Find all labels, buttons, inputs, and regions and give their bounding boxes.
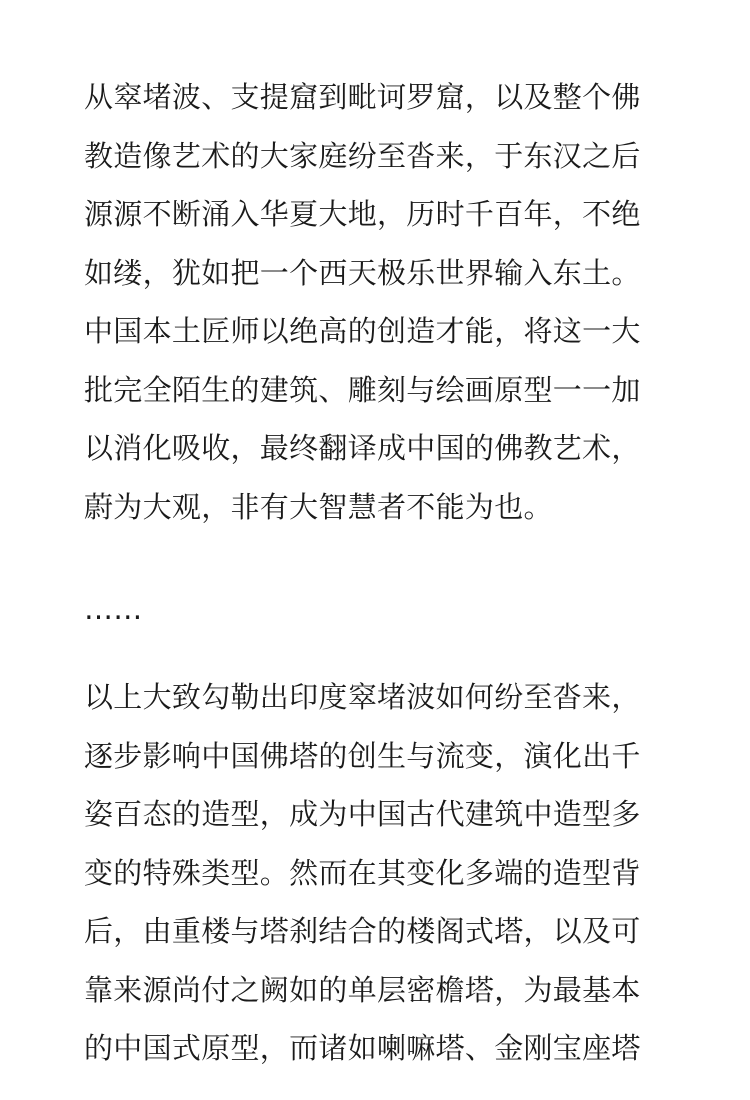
text-line: 源源不断涌入华夏大地，历时千百年，不绝 — [84, 197, 641, 231]
ellipsis-text: …… — [84, 592, 143, 626]
text-line: 如缕，犹如把一个西天极乐世界输入东土。 — [84, 255, 641, 290]
text-line: 姿百态的造型，成为中国古代建筑中造型多 — [84, 797, 641, 831]
paragraph-1 — [84, 68, 684, 536]
text-line: 变的特殊类型。然而在其变化多端的造型背 — [84, 855, 641, 890]
text-line: 中国本土匠师以绝高的创造才能，将这一大 — [84, 314, 641, 348]
text-line: 蔚为大观，非有大智慧者不能为也。 — [84, 489, 553, 524]
text-line: 以上大致勾勒出印度窣堵波如何纷至沓来， — [84, 680, 641, 714]
text-line: 逐步影响中国佛塔的创生与流变，演化出千 — [84, 738, 641, 773]
paragraph-2 — [84, 668, 684, 1078]
text-line: 以消化吸收，最终翻译成中国的佛教艺术， — [84, 431, 641, 465]
text-line: 后，由重楼与塔刹结合的楼阁式塔，以及可 — [84, 914, 641, 948]
ellipsis-separator — [84, 580, 684, 639]
text-line: 靠来源尚付之阙如的单层密檐塔，为最基本 — [84, 972, 641, 1007]
text-line: 教造像艺术的大家庭纷至沓来，于东汉之后 — [84, 138, 641, 173]
text-line: 的中国式原型，而诸如喇嘛塔、金刚宝座塔 — [84, 1031, 641, 1065]
text-line: 从窣堵波、支提窟到毗诃罗窟，以及整个佛 — [84, 80, 641, 114]
text-line: 批完全陌生的建筑、雕刻与绘画原型一一加 — [84, 372, 641, 407]
